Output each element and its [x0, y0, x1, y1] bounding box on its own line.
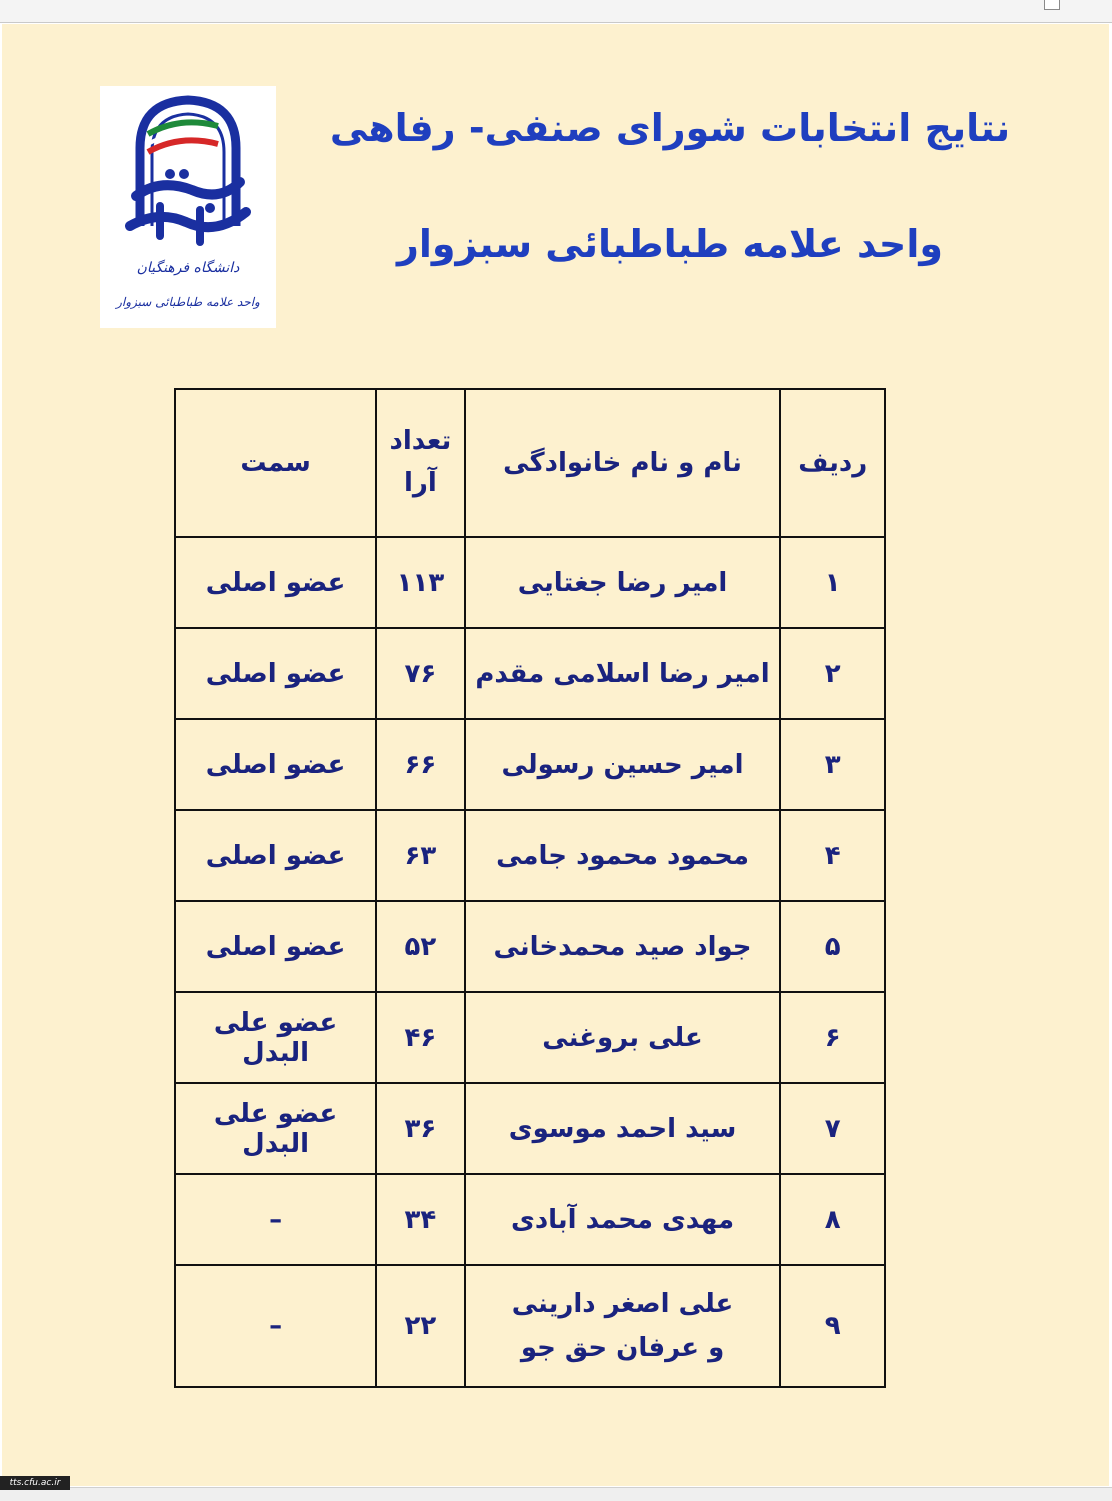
table-row: [175, 719, 885, 810]
cell-row-number: ۶: [780, 992, 885, 1083]
header-row-number: ردیف: [780, 389, 885, 537]
cell-row-number: ۴: [780, 810, 885, 901]
table-row: [175, 901, 885, 992]
browser-top-bar: [0, 0, 1112, 23]
cell-position: عضو اصلی: [175, 719, 376, 810]
header-votes: [376, 389, 464, 537]
cell-votes: ۶۳: [376, 810, 464, 901]
header-votes-line1: تعداد: [389, 426, 452, 457]
cell-name: امیر حسین رسولی: [465, 719, 781, 810]
cell-row-number: ۱: [780, 537, 885, 628]
table-row: [175, 810, 885, 901]
cell-name-line1: علی اصغر دارینی: [511, 1288, 734, 1319]
cell-row-number: ۹: [780, 1265, 885, 1387]
council-logo: [100, 86, 276, 328]
cell-name: محمود محمود جامی: [465, 810, 781, 901]
cell-votes: ۷۶: [376, 628, 464, 719]
table-row: [175, 1265, 885, 1387]
cell-position: –: [175, 1265, 376, 1387]
cell-position: –: [175, 1174, 376, 1265]
cell-name-line2: و عرفان حق جو: [520, 1333, 725, 1363]
page-subtitle: واحد علامه طباطبائی سبزوار: [397, 222, 943, 266]
cell-votes: ۵۲: [376, 901, 464, 992]
table-row: [175, 1174, 885, 1265]
cell-votes: ۲۲: [376, 1265, 464, 1387]
logo-university-text: دانشگاه فرهنگیان: [136, 260, 240, 276]
results-table: [174, 388, 886, 1388]
header-position: سمت: [175, 389, 376, 537]
cell-name: مهدی محمد آبادی: [465, 1174, 781, 1265]
cell-votes: ۳۴: [376, 1174, 464, 1265]
cell-position: عضو اصلی: [175, 628, 376, 719]
logo-campus-text: واحد علامه طباطبائی سبزوار: [116, 295, 260, 309]
table-header-row: [175, 389, 885, 537]
cell-position: عضو اصلی: [175, 537, 376, 628]
cell-votes: ۶۶: [376, 719, 464, 810]
table-row: [175, 628, 885, 719]
cell-votes: ۳۶: [376, 1083, 464, 1174]
site-watermark: tts.cfu.ac.ir: [0, 1476, 70, 1490]
window-control-box[interactable]: [1044, 0, 1060, 10]
browser-bottom-bar: [0, 1487, 1112, 1501]
header-votes-line2: آرا: [404, 468, 437, 498]
cell-position: عضو اصلی: [175, 810, 376, 901]
cell-row-number: ۲: [780, 628, 885, 719]
page-title: نتایج انتخابات شورای صنفی- رفاهی: [329, 106, 1011, 150]
table-row: [175, 537, 885, 628]
cell-name: [465, 1265, 781, 1387]
table-row: [175, 992, 885, 1083]
cell-row-number: ۵: [780, 901, 885, 992]
cell-name: امیر رضا جغتایی: [465, 537, 781, 628]
cell-name: علی بروغنی: [465, 992, 781, 1083]
council-logo-emblem: [100, 86, 276, 328]
cell-name: جواد صید محمدخانی: [465, 901, 781, 992]
cell-row-number: ۷: [780, 1083, 885, 1174]
header-name: نام و نام خانوادگی: [465, 389, 781, 537]
cell-position: عضو علی البدل: [175, 1083, 376, 1174]
table-row: [175, 1083, 885, 1174]
cell-row-number: ۸: [780, 1174, 885, 1265]
cell-position: عضو علی البدل: [175, 992, 376, 1083]
cell-name: سید احمد موسوی: [465, 1083, 781, 1174]
cell-votes: ۴۶: [376, 992, 464, 1083]
cell-votes: ۱۱۳: [376, 537, 464, 628]
cell-position: عضو اصلی: [175, 901, 376, 992]
cell-name: امیر رضا اسلامی مقدم: [465, 628, 781, 719]
cell-row-number: ۳: [780, 719, 885, 810]
